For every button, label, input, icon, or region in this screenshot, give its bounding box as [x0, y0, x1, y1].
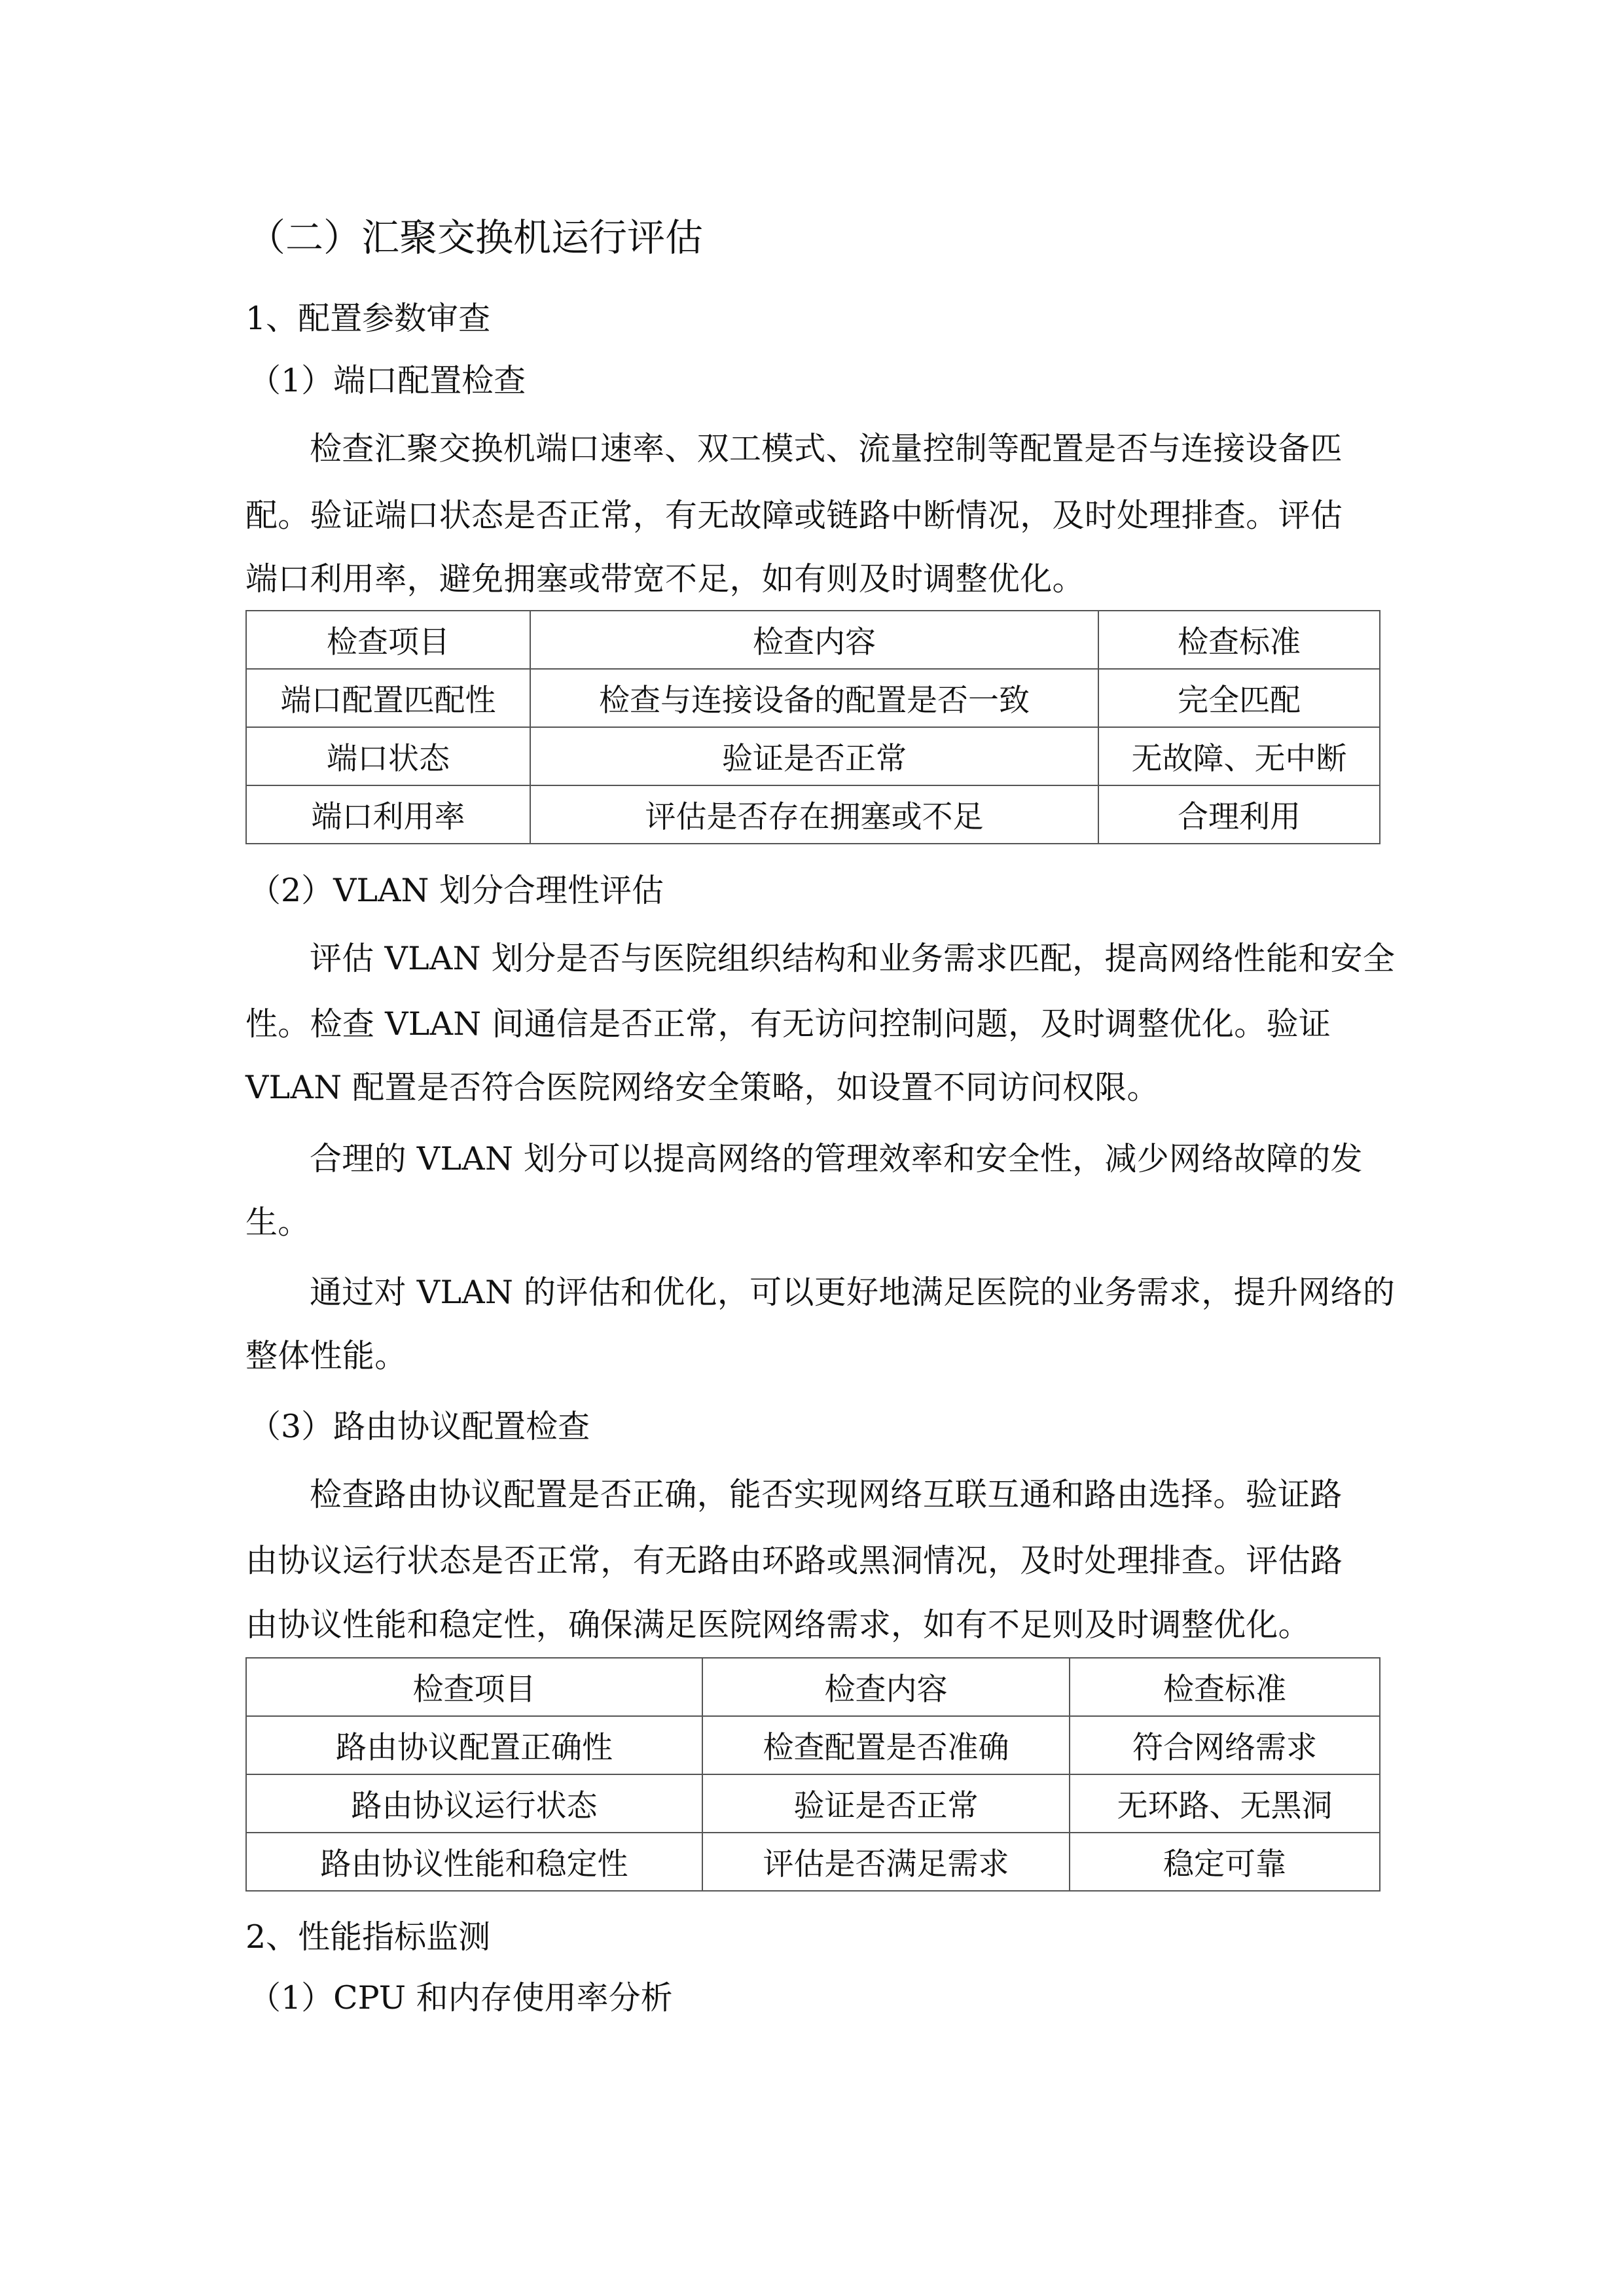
table-cell: 端口利用率: [246, 785, 530, 844]
table-header-row: [246, 611, 1380, 669]
table-cell: 端口配置匹配性: [246, 669, 530, 727]
paragraph-line: 由协议性能和稳定性，确保满足医院网络需求，如有不足则及时调整优化。: [245, 1606, 1310, 1643]
paragraph-line: 检查路由协议配置是否正确，能否实现网络互联互通和路由选择。验证路: [310, 1476, 1343, 1513]
table-header-cell: 检查项目: [246, 1658, 702, 1716]
heading-cpu-memory: （1）CPU 和内存使用率分析: [249, 1979, 673, 2017]
table-cell: 端口状态: [246, 727, 530, 785]
heading-performance-monitoring: 2、性能指标监测: [245, 1918, 491, 1956]
table-header-cell: 检查标准: [1070, 1658, 1380, 1716]
paragraph-line: 性。检查 VLAN 间通信是否正常，有无访问控制问题，及时调整优化。验证: [245, 1005, 1331, 1043]
table-cell: 检查与连接设备的配置是否一致: [530, 669, 1098, 727]
table-cell: 评估是否满足需求: [702, 1833, 1070, 1891]
table-row: [246, 669, 1380, 727]
table-cell: 合理利用: [1098, 785, 1380, 844]
paragraph-line: 通过对 VLAN 的评估和优化，可以更好地满足医院的业务需求，提升网络的: [310, 1274, 1396, 1311]
table-header-cell: 检查项目: [246, 611, 530, 669]
table-cell: 符合网络需求: [1070, 1716, 1380, 1774]
paragraph-line: 生。: [245, 1204, 310, 1241]
table-header-cell: 检查内容: [702, 1658, 1070, 1716]
table-cell: 评估是否存在拥塞或不足: [530, 785, 1098, 844]
section-title: （二）汇聚交换机运行评估: [247, 215, 704, 260]
table-row: [246, 1716, 1380, 1774]
table-cell: 路由协议运行状态: [246, 1774, 702, 1833]
table-cell: 路由协议性能和稳定性: [246, 1833, 702, 1891]
table-cell: 路由协议配置正确性: [246, 1716, 702, 1774]
table-header-cell: 检查标准: [1098, 611, 1380, 669]
heading-port-config: （1）端口配置检查: [249, 362, 526, 399]
table-row: [246, 785, 1380, 844]
table-row: [246, 727, 1380, 785]
table-cell: 无故障、无中断: [1098, 727, 1380, 785]
table-cell: 无环路、无黑洞: [1070, 1774, 1380, 1833]
table-cell: 稳定可靠: [1070, 1833, 1380, 1891]
routing-config-table: [245, 1657, 1380, 1892]
table-row: [246, 1774, 1380, 1833]
port-config-table: [245, 610, 1380, 844]
paragraph-line: 配。验证端口状态是否正常，有无故障或链路中断情况，及时处理排查。评估: [245, 497, 1343, 534]
paragraph-line: 评估 VLAN 划分是否与医院组织结构和业务需求匹配，提高网络性能和安全: [310, 940, 1396, 977]
paragraph-line: 由协议运行状态是否正常，有无路由环路或黑洞情况，及时处理排查。评估路: [245, 1542, 1343, 1579]
table-cell: 完全匹配: [1098, 669, 1380, 727]
heading-vlan-evaluation: （2）VLAN 划分合理性评估: [249, 872, 664, 909]
table-cell: 检查配置是否准确: [702, 1716, 1070, 1774]
heading-routing-config: （3）路由协议配置检查: [249, 1408, 590, 1445]
table-header-cell: 检查内容: [530, 611, 1098, 669]
table-header-row: [246, 1658, 1380, 1716]
table-cell: 验证是否正常: [702, 1774, 1070, 1833]
table-row: [246, 1833, 1380, 1891]
paragraph-line: 端口利用率，避免拥塞或带宽不足，如有则及时调整优化。: [245, 560, 1085, 598]
table-cell: 验证是否正常: [530, 727, 1098, 785]
paragraph-line: VLAN 配置是否符合医院网络安全策略，如设置不同访问权限。: [245, 1069, 1159, 1106]
paragraph-line: 检查汇聚交换机端口速率、双工模式、流量控制等配置是否与连接设备匹: [310, 430, 1343, 467]
heading-config-review: 1、配置参数审查: [245, 300, 491, 337]
paragraph-line: 合理的 VLAN 划分可以提高网络的管理效率和安全性，减少网络故障的发: [310, 1140, 1363, 1177]
paragraph-line: 整体性能。: [245, 1337, 407, 1374]
